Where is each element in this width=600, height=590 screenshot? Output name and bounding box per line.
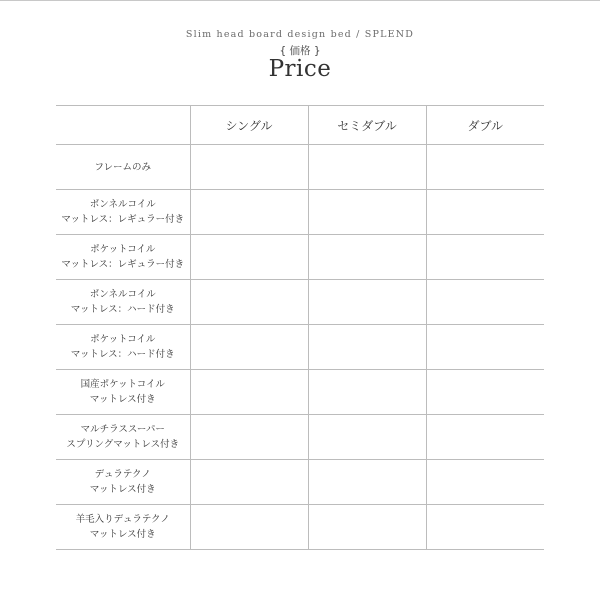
price-cell bbox=[190, 280, 308, 325]
table-row bbox=[56, 235, 544, 280]
row-label-line2: マットレス：レギュラー付き bbox=[61, 214, 185, 225]
page-title: Price bbox=[268, 56, 332, 82]
table-row bbox=[56, 370, 544, 415]
row-label-line1: ポケットコイル bbox=[90, 244, 156, 255]
row-label-line1: デュラテクノ bbox=[94, 469, 151, 480]
row-label bbox=[56, 415, 190, 460]
column-header-single: シングル bbox=[190, 106, 308, 145]
row-label-line2: スプリングマットレス付き bbox=[66, 439, 180, 450]
row-label-line1: 羊毛入りデュラテクノ bbox=[75, 514, 170, 525]
row-label bbox=[56, 235, 190, 280]
row-label bbox=[56, 460, 190, 505]
price-cell bbox=[190, 235, 308, 280]
table-header-row bbox=[56, 106, 544, 145]
price-cell bbox=[190, 190, 308, 235]
top-divider bbox=[0, 0, 600, 1]
price-heading-jp: { 価格 } bbox=[279, 45, 321, 57]
price-cell bbox=[308, 235, 426, 280]
row-label bbox=[56, 280, 190, 325]
price-cell bbox=[308, 325, 426, 370]
price-cell bbox=[190, 325, 308, 370]
row-label-line2: マットレス付き bbox=[89, 394, 156, 405]
price-cell bbox=[190, 415, 308, 460]
table-row bbox=[56, 460, 544, 505]
price-cell bbox=[426, 325, 544, 370]
price-cell bbox=[426, 145, 544, 190]
price-cell bbox=[190, 370, 308, 415]
table-row bbox=[56, 280, 544, 325]
row-label-line1: 国産ポケットコイル bbox=[80, 379, 165, 390]
price-cell bbox=[426, 235, 544, 280]
row-label bbox=[56, 505, 190, 550]
header-blank-cell bbox=[56, 106, 190, 145]
table-row bbox=[56, 190, 544, 235]
price-cell bbox=[308, 145, 426, 190]
table-row bbox=[56, 145, 544, 190]
row-label bbox=[56, 325, 190, 370]
row-label-line2: マットレス付き bbox=[89, 484, 156, 495]
price-cell bbox=[190, 145, 308, 190]
price-cell bbox=[426, 370, 544, 415]
price-cell bbox=[308, 415, 426, 460]
row-label-line2: マットレス：ハード付き bbox=[70, 304, 175, 315]
price-cell bbox=[308, 460, 426, 505]
row-label-line1: ポケットコイル bbox=[90, 334, 156, 345]
price-cell bbox=[190, 505, 308, 550]
price-cell bbox=[426, 280, 544, 325]
price-table bbox=[56, 105, 544, 550]
row-label bbox=[56, 190, 190, 235]
table-row bbox=[56, 415, 544, 460]
price-cell bbox=[190, 460, 308, 505]
table-row bbox=[56, 505, 544, 550]
price-cell bbox=[426, 415, 544, 460]
column-header-double: ダブル bbox=[426, 106, 544, 145]
column-header-semi-double: セミダブル bbox=[308, 106, 426, 145]
row-label-line2: マットレス付き bbox=[89, 529, 156, 540]
price-cell bbox=[426, 190, 544, 235]
row-label-line1: フレームのみ bbox=[94, 161, 152, 173]
price-cell bbox=[308, 505, 426, 550]
price-cell bbox=[426, 505, 544, 550]
price-cell bbox=[308, 280, 426, 325]
product-subtitle: Slim head board design bed / SPLEND bbox=[185, 29, 415, 40]
row-label bbox=[56, 370, 190, 415]
row-label-line2: マットレス：レギュラー付き bbox=[61, 259, 185, 270]
row-label-line2: マットレス：ハード付き bbox=[70, 349, 175, 360]
row-label-line1: ボンネルコイル bbox=[89, 199, 156, 210]
price-cell bbox=[308, 190, 426, 235]
row-label bbox=[56, 145, 190, 190]
row-label-line1: マルチラススーパー bbox=[80, 424, 165, 435]
row-label-line1: ボンネルコイル bbox=[89, 289, 156, 300]
price-cell bbox=[426, 460, 544, 505]
table-row bbox=[56, 325, 544, 370]
price-cell bbox=[308, 370, 426, 415]
